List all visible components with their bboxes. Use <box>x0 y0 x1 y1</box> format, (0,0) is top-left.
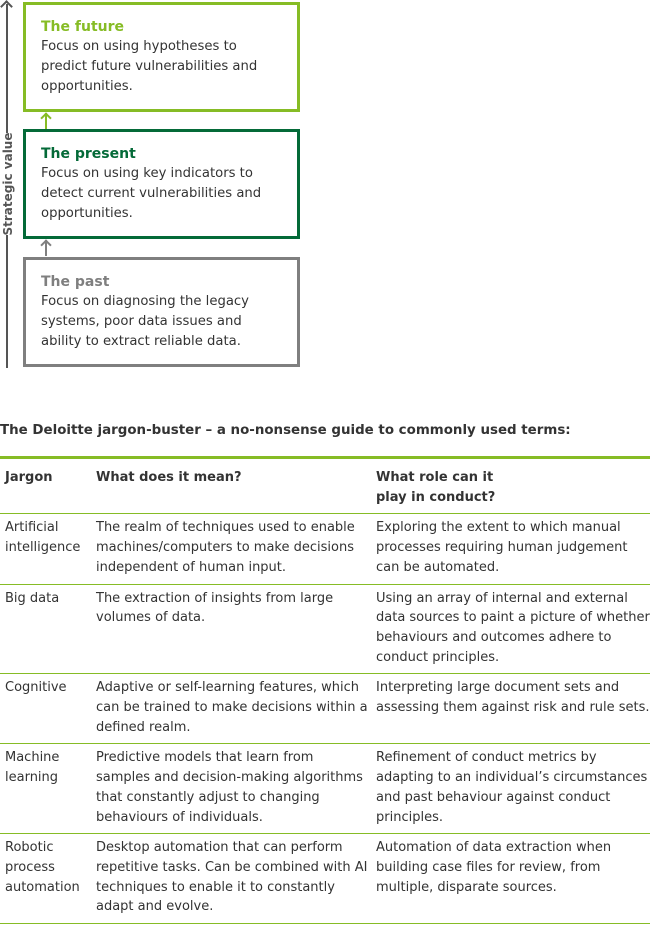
cell-meaning: Desktop automation that can perform repetitive tasks. Can be combined with AI techniques to enable it to constantly adapt and evolve. <box>91 834 370 924</box>
cell-meaning: The realm of techniques used to enable machines/computers to make decisions independent of human input. <box>91 514 370 584</box>
cell-meaning: Predictive models that learn from samples and decision-making algorithms that constantly adjust to changing behaviours of individuals. <box>91 744 370 834</box>
axis-label: Strategic value <box>1 132 15 236</box>
table-row <box>0 674 650 744</box>
table-row <box>0 584 650 674</box>
cell-role: Refinement of conduct metrics by adapting to an individual’s circumstances and past behaviour against conduct principles. <box>370 744 650 834</box>
stage-title: The future <box>41 19 125 35</box>
stage-description: Focus on diagnosing the legacy systems, poor data issues and ability to extract reliable data. <box>41 294 249 349</box>
stage-title: The past <box>41 274 110 290</box>
connector-arrow-icon <box>45 113 47 129</box>
stage-future <box>23 2 300 112</box>
header-role-text: What role can it play in conduct? <box>376 470 496 505</box>
axis-label-container <box>0 133 16 235</box>
stage-past <box>23 257 300 367</box>
stage-present <box>23 129 300 239</box>
header-meaning: What does it mean? <box>91 458 370 514</box>
table-header-row <box>0 458 650 514</box>
jargon-table <box>0 456 650 924</box>
cell-jargon: Machine learning <box>0 744 91 834</box>
cell-role: Automation of data extraction when building case files for review, from multiple, disparate sources. <box>370 834 650 924</box>
cell-role: Using an array of internal and external data sources to paint a picture of whether behaviours and outcomes adhere to conduct principles. <box>370 584 650 674</box>
cell-jargon: Robotic process automation <box>0 834 91 924</box>
connector-arrow-icon <box>45 240 47 256</box>
cell-role: Exploring the extent to which manual processes requiring human judgement can be automated. <box>370 514 650 584</box>
cell-meaning: Adaptive or self-learning features, which can be trained to make decisions within a defined realm. <box>91 674 370 744</box>
cell-role: Interpreting large document sets and assessing them against risk and rule sets. <box>370 674 650 744</box>
stage-description: Focus on using key indicators to detect current vulnerabilities and opportunities. <box>41 166 262 221</box>
table-title: The Deloitte jargon-buster – a no-nonsense guide to commonly used terms: <box>0 423 571 438</box>
header-role <box>370 458 650 514</box>
table-row <box>0 514 650 584</box>
cell-jargon: Cognitive <box>0 674 91 744</box>
axis-arrow-up-icon <box>0 0 13 13</box>
header-jargon: Jargon <box>0 458 91 514</box>
stage-title: The present <box>41 146 136 162</box>
cell-meaning: The extraction of insights from large volumes of data. <box>91 584 370 674</box>
table-row <box>0 744 650 834</box>
cell-jargon: Artificial intelligence <box>0 514 91 584</box>
stage-description: Focus on using hypotheses to predict future vulnerabilities and opportunities. <box>41 39 258 94</box>
cell-jargon: Big data <box>0 584 91 674</box>
table-row <box>0 834 650 924</box>
